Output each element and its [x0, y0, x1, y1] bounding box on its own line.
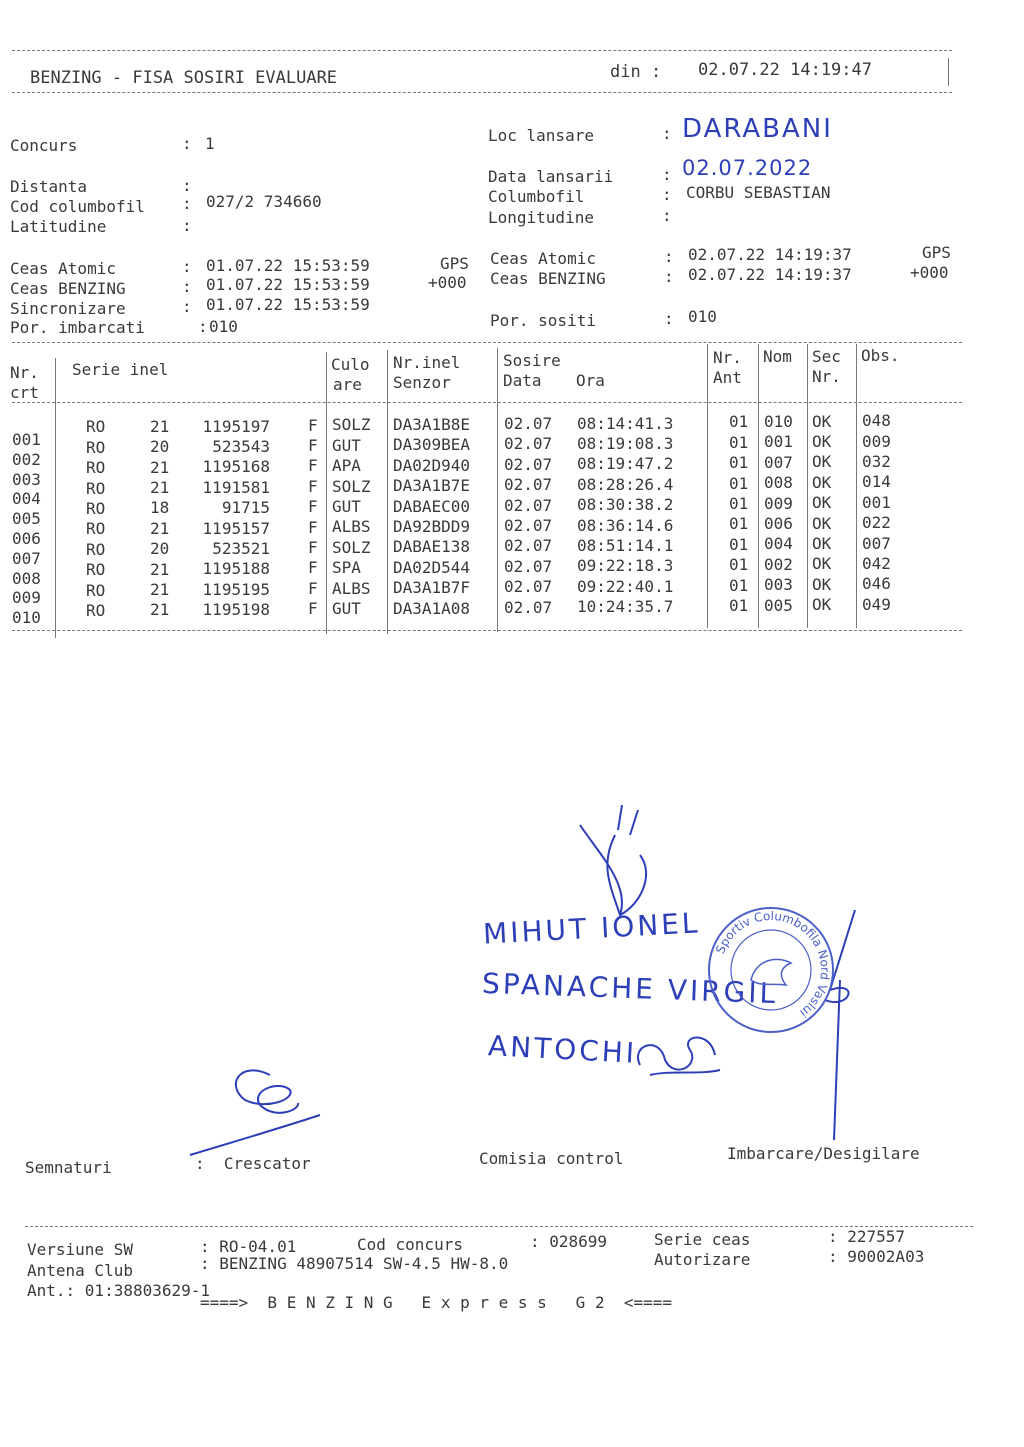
row-culoare: ALBS: [332, 517, 371, 537]
sincronizare-label: Sincronizare: [10, 299, 126, 318]
latitudine-sep: :: [182, 216, 192, 235]
ant-id: Ant.: 01:38803629-1: [27, 1281, 211, 1300]
cod-columbofil-sep: :: [182, 194, 192, 213]
row-obs: 046: [862, 574, 891, 594]
row-tara: RO: [86, 498, 106, 518]
imbarcare-desigilare-label: Imbarcare/Desigilare: [727, 1144, 920, 1163]
cod-columbofil-label: Cod columbofil: [10, 197, 145, 216]
row-nr: 001: [12, 429, 41, 449]
row-nr: 010: [12, 608, 41, 628]
header-obs: Obs.: [861, 346, 900, 365]
header-sec-bottom: Nr.: [812, 367, 841, 386]
club-stamp: [706, 905, 836, 1035]
header-sosire-data: Data: [503, 371, 542, 390]
por-imbarcati-label: Por. imbarcati: [10, 318, 145, 337]
row-ant: 01: [729, 453, 749, 473]
cod-concurs-value: : 028699: [530, 1232, 608, 1251]
row-culoare: SOLZ: [332, 537, 371, 557]
row-sex: F: [308, 415, 318, 435]
row-ora: 10:24:35.7: [577, 597, 674, 617]
row-senzor: DA02D940: [393, 455, 471, 475]
row-data: 02.07: [504, 414, 553, 434]
row-tara: RO: [86, 417, 106, 437]
row-obs: 022: [862, 513, 891, 533]
row-nom: 005: [764, 595, 793, 615]
row-obs: 032: [862, 452, 891, 472]
cod-columbofil-value: 027/2 734660: [206, 192, 322, 211]
row-inel: 1195168: [202, 457, 270, 477]
row-ora: 08:28:26.4: [577, 474, 674, 494]
row-ant: 01: [729, 412, 749, 432]
ceas-atomic-right-value: 02.07.22 14:19:37: [688, 245, 852, 264]
cod-concurs-label: Cod concurs: [357, 1235, 463, 1254]
row-an: 21: [150, 559, 170, 579]
row-senzor: DA309BEA: [393, 435, 471, 455]
row-ora: 09:22:18.3: [577, 556, 674, 576]
row-sec: OK: [812, 595, 832, 615]
header-nrinel-top: Nr.inel: [393, 353, 461, 372]
row-culoare: GUT: [332, 599, 361, 618]
row-sec: OK: [812, 554, 832, 574]
ceas-atomic-right-sep: :: [664, 247, 674, 266]
row-culoare: SOLZ: [332, 415, 371, 435]
benzing-express-banner: ====> B E N Z I N G E x p r e s s G 2 <====: [200, 1293, 673, 1312]
header-nom: Nom: [763, 347, 792, 366]
header-bottom-rule: [12, 92, 952, 93]
ceas-benzing-left-label: Ceas BENZING: [10, 279, 126, 298]
sincronizare-sep: :: [182, 297, 192, 316]
columbofil-value: CORBU SEBASTIAN: [686, 183, 831, 202]
row-sec: OK: [812, 493, 832, 513]
row-an: 21: [150, 416, 170, 436]
header-ant-bottom: Ant: [713, 368, 742, 387]
por-sositi-sep: :: [664, 309, 674, 328]
loc-lansare-value: DARABANI: [682, 114, 833, 144]
ceas-benzing-left-value: 01.07.22 15:53:59: [206, 275, 370, 294]
row-data: 02.07: [504, 556, 553, 576]
row-ora: 08:36:14.6: [577, 515, 674, 535]
autorizare-value: : 90002A03: [828, 1247, 925, 1266]
row-senzor: DA3A1B7E: [393, 476, 471, 496]
row-nom: 010: [764, 412, 793, 432]
row-nom: 007: [764, 452, 793, 472]
row-ant: 01: [729, 595, 749, 615]
distanta-sep: :: [182, 176, 192, 195]
row-culoare: GUT: [332, 497, 361, 516]
table-top-rule: [12, 342, 962, 343]
header-culoare-bottom: are: [333, 375, 362, 394]
row-sex: F: [308, 476, 318, 496]
row-obs: 042: [862, 554, 891, 574]
row-sec: OK: [812, 513, 832, 533]
row-ant: 01: [729, 555, 749, 575]
header-nrinel-bottom: Senzor: [393, 373, 451, 392]
row-culoare: SPA: [332, 558, 361, 578]
row-data: 02.07: [504, 516, 553, 536]
row-ant: 01: [729, 534, 749, 554]
row-sex: F: [308, 537, 318, 557]
row-senzor: DA3A1A08: [393, 598, 471, 618]
header-right-bar: [948, 58, 949, 86]
concurs-sep: :: [182, 134, 192, 153]
serie-ceas-label: Serie ceas: [654, 1230, 751, 1249]
row-tara: RO: [86, 437, 106, 457]
row-ant: 01: [729, 514, 749, 534]
row-nom: 003: [764, 575, 793, 595]
concurs-value: 1: [205, 134, 215, 153]
autorizare-label: Autorizare: [654, 1250, 751, 1269]
row-tara: RO: [86, 580, 106, 600]
header-nr-top: Nr.: [10, 363, 39, 382]
ceas-benzing-right-sep: :: [664, 267, 674, 286]
row-data: 02.07: [504, 536, 553, 556]
row-senzor: DA3A1B8E: [393, 414, 471, 434]
row-culoare: GUT: [332, 435, 361, 455]
columbofil-sep: :: [662, 185, 672, 204]
latitudine-label: Latitudine: [10, 217, 107, 236]
row-inel: 1195195: [202, 579, 270, 599]
serie-ceas-value: : 227557: [828, 1227, 906, 1246]
row-senzor: DABAE138: [393, 537, 471, 557]
comisia-control-label: Comisia control: [479, 1149, 624, 1168]
row-nr: 003: [12, 469, 41, 489]
ceas-benzing-right-value: 02.07.22 14:19:37: [688, 265, 852, 284]
row-obs: 048: [862, 411, 891, 431]
loc-lansare-sep: :: [662, 124, 672, 143]
row-sec: OK: [812, 534, 832, 554]
row-senzor: DA92BDD9: [393, 516, 471, 536]
table-bottom-rule: [12, 630, 962, 631]
row-sex: F: [308, 435, 318, 455]
row-obs: 007: [862, 533, 891, 553]
ceas-benzing-right-suffix: +000: [910, 263, 949, 282]
row-an: 21: [150, 518, 170, 538]
versiune-sw-label: Versiune SW: [27, 1240, 133, 1259]
row-nom: 001: [764, 432, 793, 452]
sincronizare-value: 01.07.22 15:53:59: [206, 295, 370, 314]
row-an: 18: [150, 498, 170, 518]
row-nom: 008: [764, 473, 793, 493]
row-data: 02.07: [504, 475, 553, 495]
row-tara: RO: [86, 478, 106, 498]
handwritten-name-3: ANTOCHI: [487, 1029, 638, 1070]
row-ant: 01: [729, 473, 749, 493]
crescator-label: : Crescator: [195, 1154, 311, 1173]
row-inel: 1191581: [202, 477, 270, 497]
ceas-atomic-left-value: 01.07.22 15:53:59: [206, 256, 370, 275]
row-nr: 006: [12, 528, 41, 548]
row-sec: OK: [812, 452, 832, 472]
ceas-atomic-left-sep: :: [182, 257, 192, 276]
din-value: 02.07.22 14:19:47: [698, 60, 872, 80]
row-senzor: DABAEC00: [393, 496, 471, 516]
antena-club-value: : BENZING 48907514 SW-4.5 HW-8.0: [200, 1254, 509, 1273]
row-ora: 08:19:47.2: [577, 454, 674, 474]
row-ant: 01: [729, 432, 749, 452]
row-sec: OK: [812, 411, 832, 431]
longitudine-sep: :: [662, 206, 672, 225]
row-ora: 09:22:40.1: [577, 576, 674, 596]
row-inel: 523543: [212, 436, 270, 456]
document-title: BENZING - FISA SOSIRI EVALUARE: [30, 68, 338, 88]
header-top-rule: [12, 50, 952, 51]
data-lansarii-value: 02.07.2022: [682, 156, 813, 180]
data-lansarii-sep: :: [662, 165, 672, 184]
handwritten-name-2: SPANACHE VIRGIL: [481, 966, 779, 1011]
header-sosire: Sosire: [503, 351, 561, 370]
header-serie-inel: Serie inel: [72, 360, 169, 379]
row-ora: 08:51:14.1: [577, 535, 674, 555]
row-inel: 523521: [212, 538, 270, 558]
ceas-benzing-left-suffix: +000: [428, 273, 467, 292]
row-nr: 009: [12, 588, 41, 608]
row-inel: 1195197: [202, 416, 270, 436]
row-obs: 014: [862, 472, 891, 492]
ceas-benzing-right-label: Ceas BENZING: [490, 269, 606, 288]
row-ora: 08:14:41.3: [577, 413, 674, 433]
row-data: 02.07: [504, 454, 553, 474]
row-data: 02.07: [504, 434, 553, 454]
row-inel: 1195157: [202, 518, 270, 538]
row-senzor: DA3A1B7F: [393, 578, 471, 598]
row-nom: 009: [764, 493, 793, 513]
row-sex: F: [308, 456, 318, 476]
row-nom: 002: [764, 554, 793, 574]
row-obs: 009: [862, 431, 891, 451]
row-tara: RO: [86, 539, 106, 559]
header-sosire-ora: Ora: [576, 371, 605, 390]
handwritten-name-1: MIHUT IONEL: [482, 906, 702, 951]
row-tara: RO: [86, 519, 106, 539]
data-lansarii-label: Data lansarii: [488, 167, 614, 186]
row-tara: RO: [86, 560, 106, 580]
versiune-sw-value: : RO-04.01: [200, 1237, 297, 1256]
row-an: 20: [150, 437, 170, 457]
row-nr: 002: [12, 449, 41, 469]
longitudine-label: Longitudine: [488, 208, 594, 227]
row-an: 21: [150, 580, 170, 600]
concurs-label: Concurs: [10, 136, 78, 155]
por-sositi-label: Por. sositi: [490, 311, 596, 330]
row-ant: 01: [729, 575, 749, 595]
por-imbarcati-value: 010: [209, 317, 238, 336]
row-sex: F: [308, 558, 318, 578]
row-culoare: APA: [332, 456, 361, 476]
row-tara: RO: [86, 600, 106, 620]
row-ant: 01: [729, 493, 749, 513]
row-sex: F: [308, 578, 318, 598]
row-data: 02.07: [504, 577, 553, 597]
row-nr: 005: [12, 509, 41, 529]
distanta-label: Distanta: [10, 177, 88, 196]
row-nom: 006: [764, 514, 793, 534]
row-nr: 004: [12, 489, 41, 509]
columbofil-label: Columbofil: [488, 187, 585, 206]
row-an: 20: [150, 539, 170, 559]
row-nom: 004: [764, 534, 793, 554]
dove-icon: [751, 959, 791, 985]
por-imbarcati-sep: :: [198, 317, 208, 336]
row-ora: 08:19:08.3: [577, 433, 674, 453]
semnaturi-label: Semnaturi: [25, 1158, 112, 1177]
row-data: 02.07: [504, 597, 553, 617]
row-senzor: DA02D544: [393, 557, 471, 577]
row-sex: F: [308, 517, 318, 537]
row-obs: 001: [862, 492, 891, 512]
signature-scribble-top: [560, 795, 680, 935]
din-label: din :: [610, 62, 662, 82]
ceas-atomic-left-suffix: GPS: [440, 254, 469, 273]
row-culoare: ALBS: [332, 578, 371, 598]
ceas-benzing-left-sep: :: [182, 277, 192, 296]
row-sex: F: [308, 599, 318, 619]
stamp-text: Sportiv Columbofila Nord Vaslui: [713, 908, 833, 1021]
ceas-atomic-left-label: Ceas Atomic: [10, 259, 116, 278]
row-data: 02.07: [504, 495, 553, 515]
row-nr: 007: [12, 548, 41, 568]
header-ant-top: Nr.: [713, 348, 742, 367]
row-obs: 049: [862, 594, 891, 614]
row-inel: 1195188: [202, 559, 270, 579]
antena-club-label: Antena Club: [27, 1261, 133, 1280]
row-an: 21: [150, 457, 170, 477]
ceas-atomic-right-suffix: GPS: [922, 243, 951, 262]
ceas-atomic-right-label: Ceas Atomic: [490, 249, 596, 268]
header-nr-bottom: crt: [10, 383, 39, 402]
row-sec: OK: [812, 472, 832, 492]
loc-lansare-label: Loc lansare: [488, 126, 594, 145]
header-culoare-top: Culo: [331, 355, 370, 374]
por-sositi-value: 010: [688, 307, 717, 326]
row-sec: OK: [812, 432, 832, 452]
header-sec-top: Sec: [812, 347, 841, 366]
row-sec: OK: [812, 574, 832, 594]
row-culoare: SOLZ: [332, 476, 371, 496]
row-an: 21: [150, 478, 170, 498]
row-nr: 008: [12, 568, 41, 588]
row-inel: 1195198: [202, 600, 270, 620]
row-sex: F: [308, 497, 318, 517]
signature-crescator: [180, 1055, 340, 1165]
row-ora: 08:30:38.2: [577, 495, 674, 515]
row-an: 21: [150, 600, 170, 620]
table-header-rule: [12, 402, 962, 403]
row-inel: 91715: [221, 498, 270, 518]
row-tara: RO: [86, 458, 106, 478]
